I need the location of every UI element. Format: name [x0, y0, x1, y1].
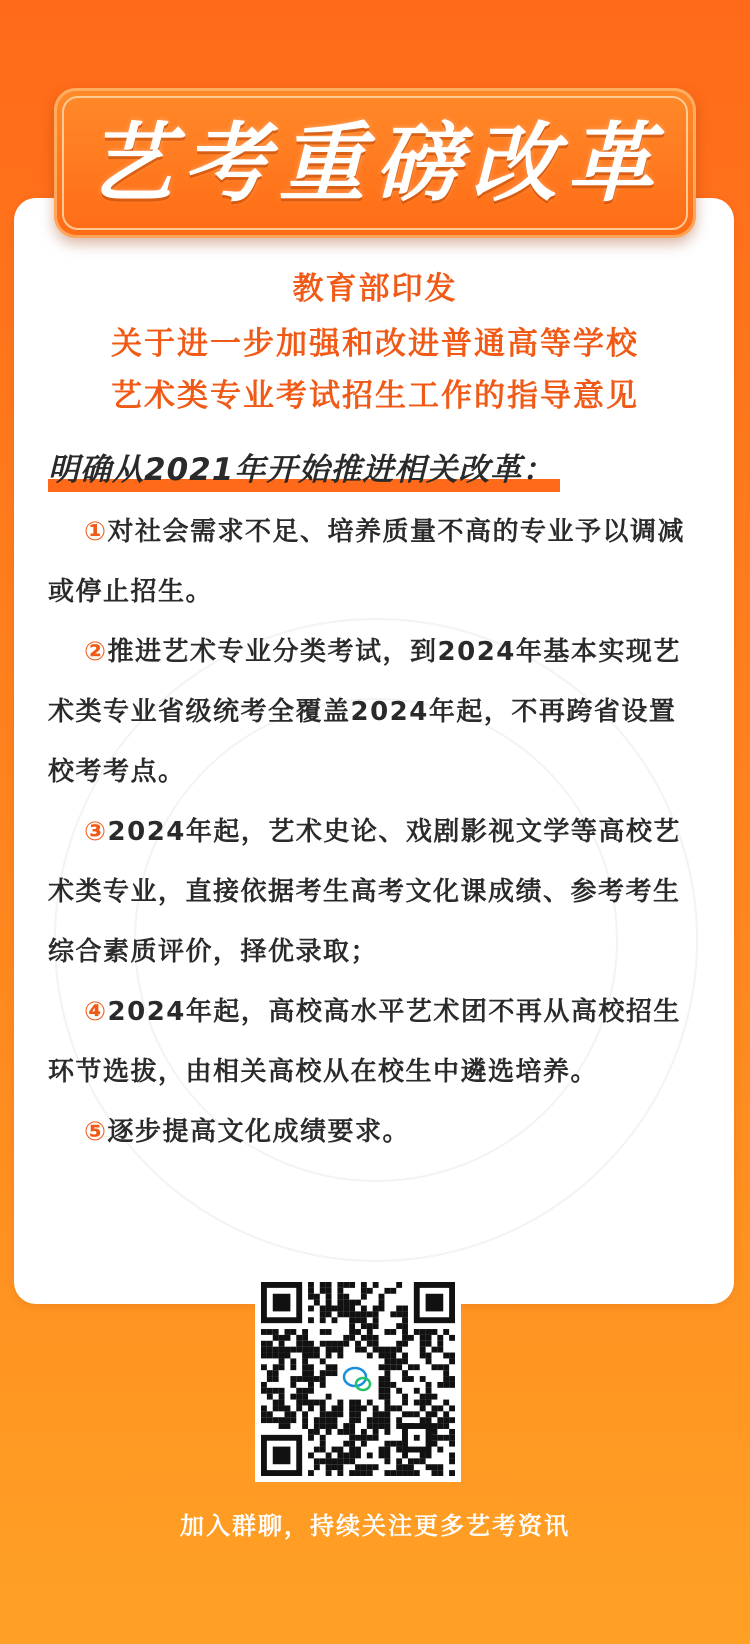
list-item [48, 982, 688, 1102]
item-text: 推进艺术专业分类考试，到2024年基本实现艺术类专业省级统考全覆盖2024年起，不再跨省设置校考考点。 [48, 637, 681, 787]
item-text: 2024年起，高校高水平艺术团不再从高校招生环节选拔，由相关高校从在校生中遴选培养。 [48, 997, 681, 1087]
title-banner [54, 88, 696, 238]
item-number: ③ [84, 817, 108, 847]
item-number: ④ [84, 997, 108, 1027]
list-item [48, 622, 688, 802]
heading-text: 明确从2021年开始推进相关改革： [48, 452, 555, 488]
subtitle-line-3: 艺术类专业考试招生工作的指导意见 [111, 378, 639, 414]
item-number: ② [84, 637, 108, 667]
item-number: ⑤ [84, 1117, 108, 1147]
section-heading [48, 448, 560, 492]
item-number: ① [84, 517, 108, 547]
qr-code-graphic [255, 1276, 461, 1482]
item-text: 2024年起，艺术史论、戏剧影视文学等高校艺术类专业，直接依据考生高考文化课成绩、参考考生综合素质评价，择优录取； [48, 817, 681, 967]
reform-list [48, 502, 688, 1162]
item-text: 逐步提高文化成绩要求。 [107, 1117, 411, 1147]
section-heading-wrap [48, 448, 560, 492]
list-item [48, 802, 688, 982]
item-text: 对社会需求不足、培养质量不高的专业予以调减或停止招生。 [48, 517, 686, 607]
list-item [48, 502, 688, 622]
list-item [48, 1102, 688, 1162]
subtitle-line-2: 关于进一步加强和改进普通高等学校 [111, 326, 639, 362]
subtitle-line-1: 教育部印发 [292, 271, 458, 307]
banner-title: 艺考重磅改革 [87, 114, 663, 214]
footer-text: 加入群聊，持续关注更多艺考资讯 [180, 1512, 570, 1540]
qr-code-icon[interactable] [255, 1276, 461, 1482]
